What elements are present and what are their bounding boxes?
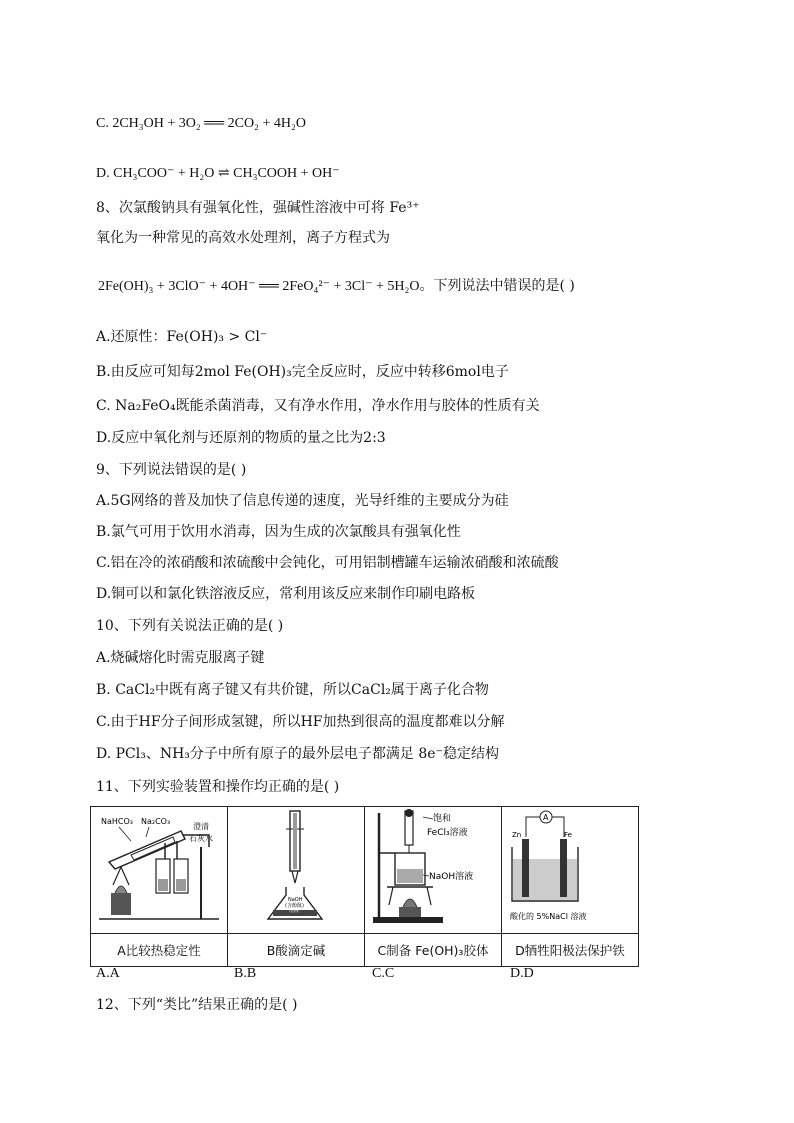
q8-option-d: D.反应中氧化剂与还原剂的物质的量之比为2:3 [96,430,386,446]
q9-option-d: D.铜可以和氯化铁溶液反应，常利用该反应来制作印刷电路板 [96,586,476,602]
caption-d: D牺牲阳极法保护铁 [502,934,639,967]
nacl-solution-label: 酸化的 5%NaCl 溶液 [510,912,587,921]
nahco3-label: NaHCO₃ [101,817,133,826]
naoh-solution-label: NaOH溶液 [429,872,474,882]
apparatus-a-cell [91,807,228,934]
q8-option-c: C. Na₂FeO₄既能杀菌消毒，又有净水作用，净水作用与胶体的性质有关 [96,398,540,414]
q12-stem: 12、下列“类比”结果正确的是( ) [96,997,298,1013]
q10-option-b: B. CaCl₂中既有离子键又有共价键，所以CaCl₂属于离子化合物 [96,682,489,698]
caption-b: B酸滴定碱 [228,934,365,967]
q9-stem: 9、下列说法错误的是( ) [96,462,247,478]
fe-label: Fe [564,831,572,839]
q10-option-c: C.由于HF分子间形成氢键，所以HF加热到很高的温度都难以分解 [96,714,505,730]
fecl3-label: FeCl₃溶液 [427,828,468,838]
electrochem-figure [502,807,638,929]
q9-option-a: A.5G网络的普及加快了信息传递的速度，光导纤维的主要成分为硅 [96,493,509,509]
q11-apparatus-table [90,806,639,967]
naoh-label: NaOH [288,897,303,903]
flame-icon [115,886,127,893]
q11-option-a: A.A [96,966,120,981]
zn-label: Zn [512,831,522,839]
limewater-label-2: 石灰水 [189,834,213,843]
phenolphthalein-label: (含酚酞) [285,903,304,909]
limewater-label-1: 澄清 [193,822,209,831]
na2co3-label: Na₂CO₃ [141,817,171,826]
q10-option-a: A.烧碱熔化时需克服离子键 [96,650,265,666]
q8-equation: 2Fe(OH)₃ + 3ClO⁻ + 4OH⁻ ══ 2FeO₄²⁻ + 3Cl⁻ + 5H₂O [98,279,420,294]
q7-option-d: D. CH₃COO⁻ + H₂O ⇌ CH₃COOH + OH⁻ [96,166,340,181]
q8-option-a: A.还原性：Fe(OH)₃ > Cl⁻ [96,329,268,345]
ammeter-label: A [543,813,549,822]
q8-stem-line1: 8、次氯酸钠具有强氧化性，强碱性溶液中可将 Fe³⁺ [96,200,420,216]
q8-equation-line [98,276,575,297]
lamp-base [399,907,421,917]
apparatus-c-cell [365,807,502,934]
q11-option-d: D.D [510,966,534,981]
titration-figure [228,807,364,929]
heating-apparatus-figure [91,807,227,929]
caption-a: A比较热稳定性 [91,934,228,967]
q8-option-b: B.由反应可知每2mol Fe(OH)₃完全反应时，反应中转移6mol电子 [96,364,509,380]
solution-label: 溶液 [289,908,300,914]
lamp-base [111,893,131,915]
q11-option-b: B.B [234,966,257,981]
caption-c: C制备 Fe(OH)₃胶体 [365,934,502,967]
colloid-apparatus-figure [365,807,501,929]
flame-icon [403,899,417,907]
apparatus-d-cell [502,807,639,934]
q10-stem: 10、下列有关说法正确的是( ) [96,618,284,634]
apparatus-b-cell [228,807,365,934]
test-tube-inner [131,837,175,860]
q7-option-c: C. 2CH₃OH + 3O₂ ══ 2CO₂ + 4H₂O [96,116,306,131]
q8-stem-line2: 氧化为一种常见的高效水处理剂，离子方程式为 [96,230,390,246]
q9-option-b: B.氯气可用于饮用水消毒，因为生成的次氯酸具有强氧化性 [96,524,461,540]
q8-equation-tail: 。下列说法中错误的是( ) [419,278,575,294]
q11-option-c: C.C [372,966,395,981]
q11-stem: 11、下列实验装置和操作均正确的是( ) [96,779,340,795]
q9-option-c: C.铝在冷的浓硝酸和浓硫酸中会钝化，可用铝制槽罐车运输浓硝酸和浓硫酸 [96,555,559,571]
q10-option-d: D. PCl₃、NH₃分子中所有原子的最外层电子都满足 8e⁻稳定结构 [96,746,499,762]
saturated-label: 饱和 [433,814,452,824]
